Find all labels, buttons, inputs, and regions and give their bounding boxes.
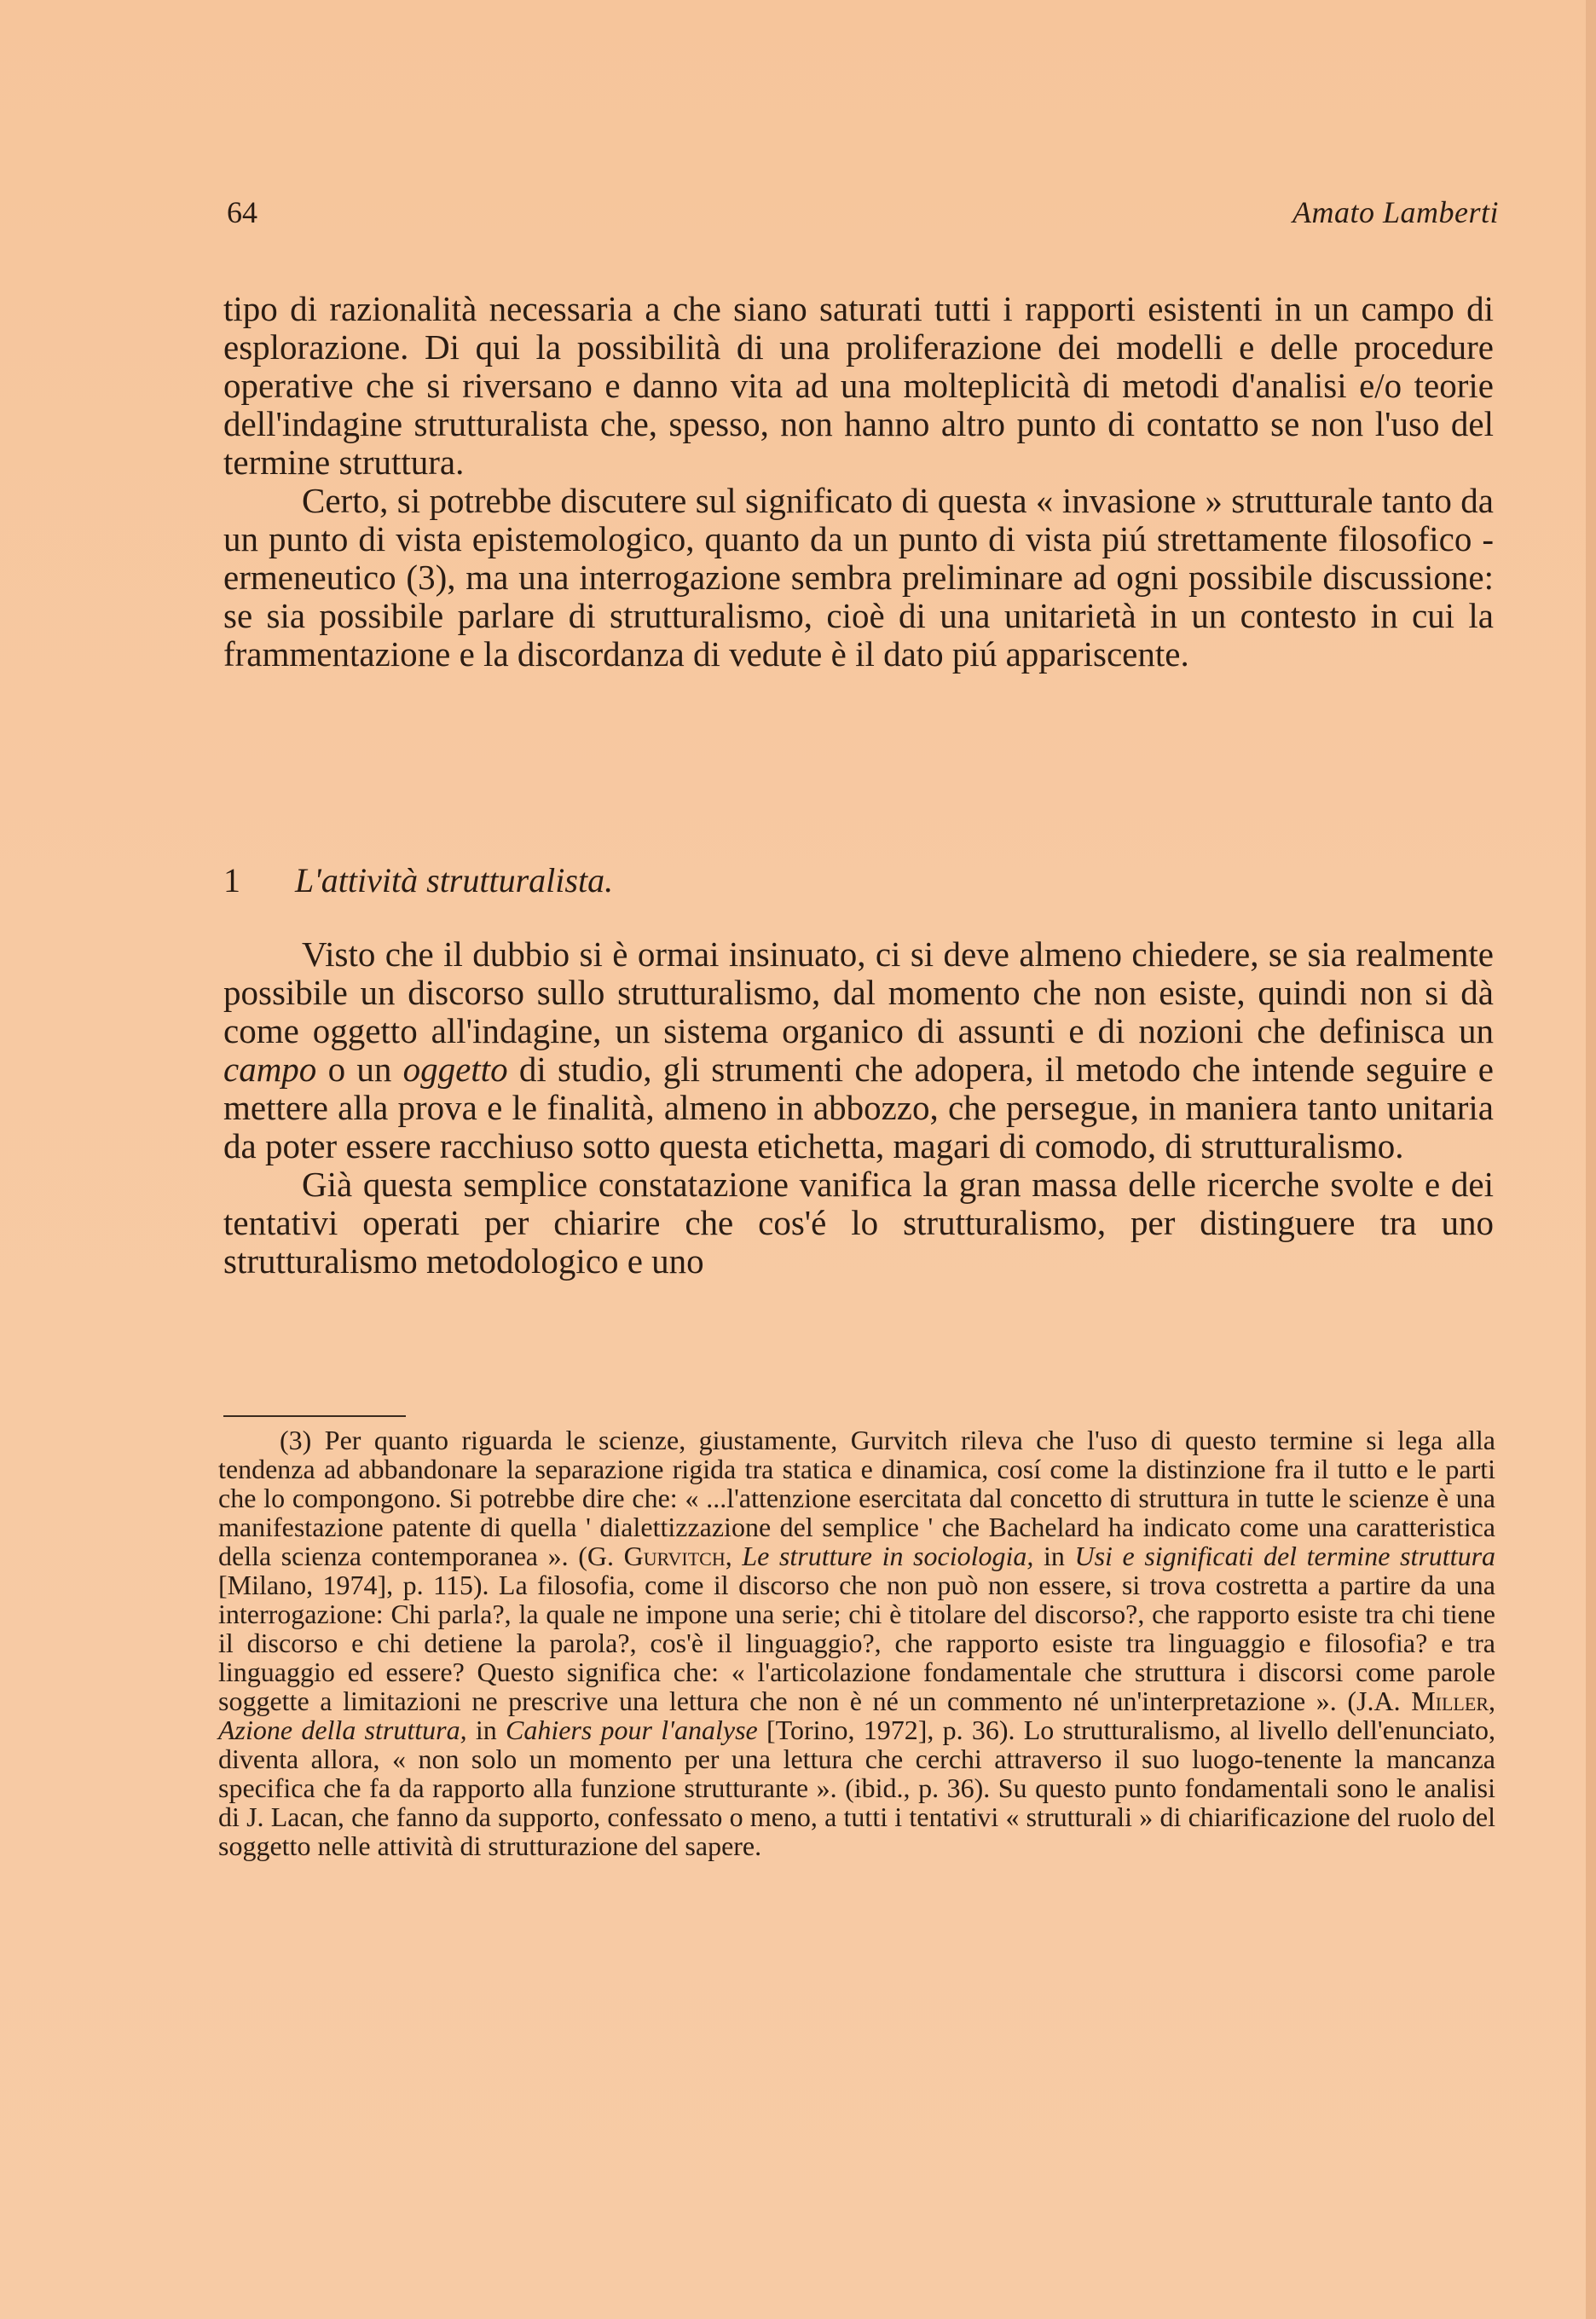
footnote-3 [218,1426,1495,1860]
paragraph-2: Certo, si potrebbe discutere sul significato di questa « invasione » strutturale tanto da un punto di vista epistemologico, quanto da un punto di vista piú strettamente filosofico - ermeneutico (3), ma una interrogazione sembra preliminare ad ogni possibile discussione: se sia possibile parlare di strutturalismo, cioè di una unitarietà in un contesto in cui la frammentazione e la discordanza di vedute è il dato piú appariscente. [223,481,1494,674]
text-run: , [725,1541,743,1571]
title-le-strutture: Le strutture in sociologia, [742,1541,1034,1571]
page-edge [1586,0,1596,2319]
text-run: Visto che il dubbio si è ormai insinuato, ci si deve almeno chiedere, se sia realmente possibile un discorso sullo strutturalismo, dal momento che non esiste, quindi non si dà come oggetto all'indagine, un sistema organico di assunti e di nozioni che definisca un [223,934,1494,1050]
text-run: [Milano, 1974], p. 115). La filosofia, come il discorso che non può non essere, si trova costretta a partire da una interrogazione: Chi parla?, la quale ne impone una serie; chi è titolare del discorso?, che rapporto esiste tra chi tiene il discorso e chi detiene la parola?, cos'è il linguaggio?, che rapporto esiste tra linguaggio e filosofia? e tra linguaggio ed essere? Questo significa che: « l'articolazione fondamentale che struttura i discorsi come parole soggette a limitazioni ne prescrive una lettura che non è né un commento né un'interpretazione ». (J.A. [218,1570,1495,1716]
text-run: , [1489,1686,1495,1716]
section-title: L'attività strutturalista. [295,861,614,899]
title-cahiers: Cahiers pour l'analyse [505,1715,758,1745]
section-heading [223,859,613,902]
emphasis-campo: campo [223,1050,317,1089]
body-text-top [223,290,1494,674]
section-paragraph-1 [223,935,1494,1165]
text-run: in [1033,1541,1075,1571]
text-run: o un [316,1050,403,1089]
page-number: 64 [227,195,257,229]
body-text-section [223,935,1494,1281]
footnote-rule [223,1415,406,1417]
text-run: in [466,1715,506,1745]
title-azione-della-struttura: Azione della struttura, [218,1715,467,1745]
author-miller: Miller [1411,1686,1489,1716]
page-header [218,194,1499,237]
section-number: 1 [223,861,240,899]
text-run: (3) Per quanto riguarda le scienze, giustamente, Gurvitch rileva che l'uso di questo termine si lega alla tendenza ad abbandonare la separazione rigida tra statica e dinamica, cosí come la distinzione fra il tutto e le parti che lo compongono. Si potrebbe dire che: « ...l'attenzione esercitata dal concetto di struttura in tutte le scienze è una manifestazione patente di quella ' dialettizzazione del semplice ' che Bachelard ha indicato come una caratteristica della scienza contemporanea ». (G. [218,1425,1495,1571]
footnote-text [218,1426,1495,1860]
section-paragraph-2: Già questa semplice constatazione vanifica la gran massa delle ricerche svolte e dei tentativi operati per chiarire che cos'é lo strutturalismo, per distinguere tra uno strutturalismo metodologico e uno [223,1165,1494,1281]
author-gurvitch: Gurvitch [623,1541,726,1571]
running-head: Amato Lamberti [1292,195,1499,229]
title-usi-e-significati: Usi e significati del termine struttura [1074,1541,1496,1571]
text-run: di studio, gli strumenti che adopera, il metodo che intende seguire e mettere alla prova e le finalità, almeno in abbozzo, che persegue, in maniera tanto unitaria da poter essere racchiuso sotto questa etichetta, magari di comodo, di strutturalismo. [223,1050,1495,1165]
text-run: [Torino, 1972], p. 36). Lo strutturalismo, al livello dell'enunciato, diventa allora, « non solo un momento per una lettura che cerchi attraverso il suo luogo-tenente la mancanza specifica che fa da rapporto alla funzione strutturante ». (ibid., p. 36). Su questo punto fondamentali sono le analisi di J. Lacan, che fanno da supporto, confessato o meno, a tutti i tentativi « strutturali » di chiarificazione del ruolo del soggetto nelle attività di strutturazione del sapere. [218,1715,1496,1861]
paragraph-1: tipo di razionalità necessaria a che siano saturati tutti i rapporti esistenti in un campo di esplorazione. Di qui la possibilità di una proliferazione dei modelli e delle procedure operative che si riversano e danno vita ad una molteplicità di metodi d'analisi e/o teorie dell'indagine strutturalista che, spesso, non hanno altro punto di contatto se non l'uso del termine struttura. [223,289,1494,482]
emphasis-oggetto: oggetto [402,1050,508,1089]
